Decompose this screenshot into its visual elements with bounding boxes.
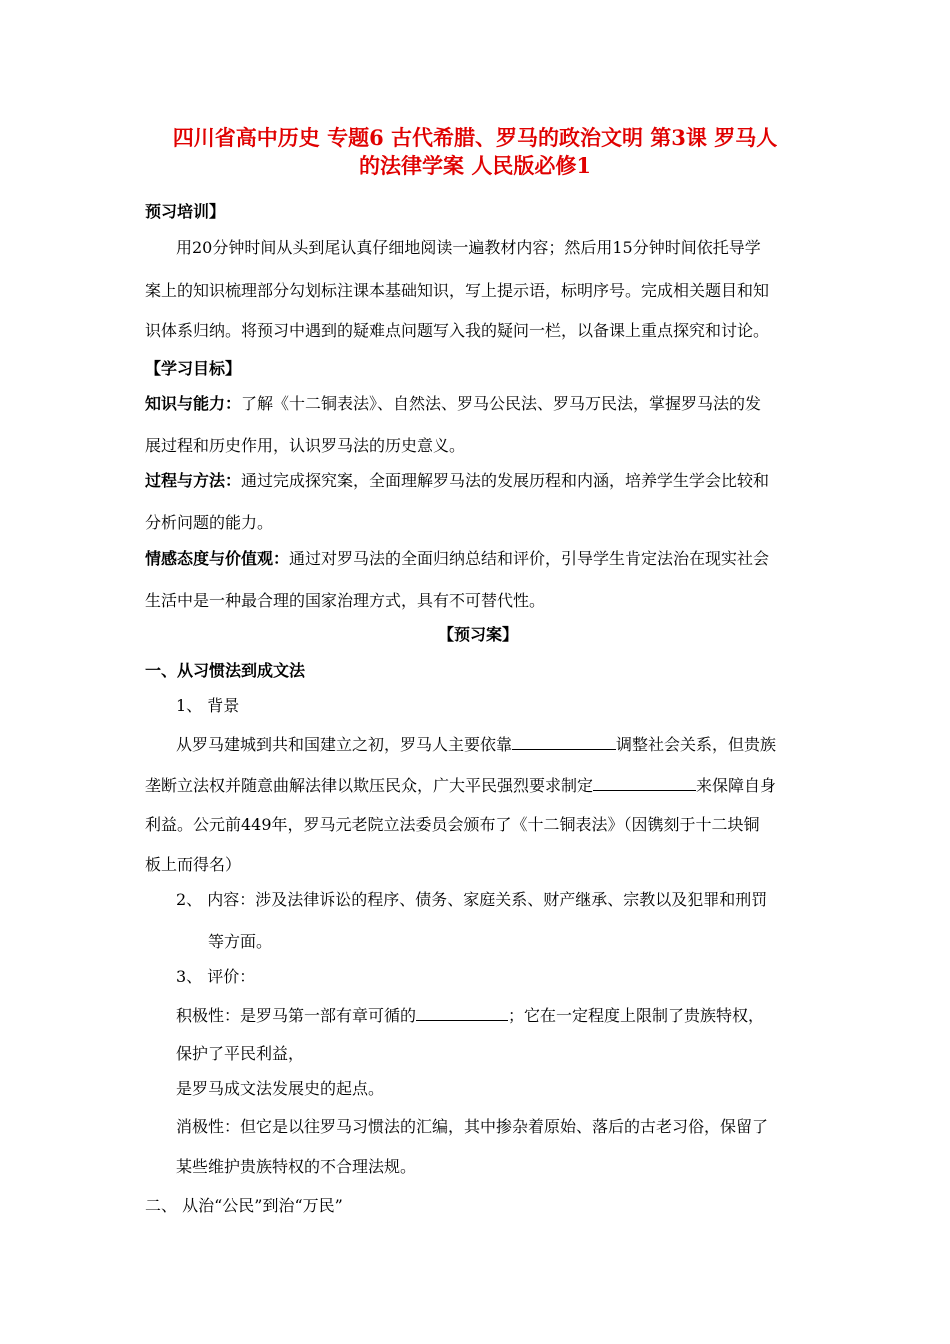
- item-2-line-2: 等方面。: [208, 932, 273, 951]
- preview-training-text-3: 识体系归纳。将预习中遇到的疑难点问题写入我的疑问一栏，以备课上重点探究和讨论。: [145, 321, 770, 340]
- negative-line-2: 某些维护贵族特权的不合理法规。: [176, 1157, 417, 1176]
- item-1-label: 1、 背景: [176, 696, 240, 715]
- background-line-1: [176, 733, 776, 755]
- background-text-2b: 来保障自身: [696, 776, 777, 795]
- preview-case-heading: 【预习案】: [438, 625, 519, 644]
- fill-in-blank-1[interactable]: [512, 733, 616, 750]
- document-title-line-2: 的法律学案 人民版必修1: [359, 153, 591, 178]
- knowledge-label: 知识与能力：: [145, 394, 242, 413]
- item-3-label: 3、 评价：: [176, 967, 256, 986]
- emotion-text: 通过对罗马法的全面归纳总结和评价，引导学生肯定法治在现实社会: [289, 549, 770, 568]
- fill-in-blank-2[interactable]: [593, 774, 696, 791]
- knowledge-objective-line-2: 展过程和历史作用，认识罗马法的历史意义。: [145, 436, 466, 455]
- emotion-label: 情感态度与价值观：: [145, 549, 290, 568]
- process-text: 通过完成探究案，全面理解罗马法的发展历程和内涵，培养学生学会比较和: [241, 471, 770, 490]
- knowledge-objective-line-1: [145, 394, 761, 414]
- document-title-line-1: 四川省高中历史 专题6 古代希腊、罗马的政治文明 第3课 罗马人: [172, 125, 778, 150]
- negative-line-1: 消极性：但它是以往罗马习惯法的汇编，其中掺杂着原始、落后的古老习俗，保留了: [176, 1117, 769, 1136]
- preview-training-text-1: 用20分钟时间从头到尾认真仔细地阅读一遍教材内容；然后用15分钟时间依托导学: [176, 238, 761, 257]
- process-objective-line-2: 分析问题的能力。: [145, 513, 274, 532]
- positive-line-2: 保护了平民利益，: [176, 1044, 305, 1063]
- knowledge-text: 了解《十二铜表法》、自然法、罗马公民法、罗马万民法，掌握罗马法的发: [241, 394, 762, 413]
- emotion-objective-line-2: 生活中是一种最合理的国家治理方式，具有不可替代性。: [145, 591, 546, 610]
- positive-text-1b: ；它在一定程度上限制了贵族特权，: [508, 1006, 765, 1025]
- process-label: 过程与方法：: [145, 471, 242, 490]
- process-objective-line-1: [145, 471, 769, 491]
- preview-training-heading: 预习培训】: [145, 202, 226, 221]
- positive-text-1a: 积极性：是罗马第一部有章可循的: [176, 1006, 417, 1025]
- emotion-objective-line-1: [145, 549, 769, 569]
- background-text-2a: 垄断立法权并随意曲解法律以欺压民众，广大平民强烈要求制定: [145, 776, 594, 795]
- fill-in-blank-3[interactable]: [416, 1004, 508, 1021]
- preview-training-text-2: 案上的知识梳理部分勾划标注课本基础知识，写上提示语，标明序号。完成相关题目和知: [145, 281, 770, 300]
- item-2-line-1: 2、 内容：涉及法律诉讼的程序、债务、家庭关系、财产继承、宗教以及犯罪和刑罚: [176, 890, 768, 909]
- background-text-1b: 调整社会关系，但贵族: [616, 735, 777, 754]
- objectives-heading: 【学习目标】: [145, 359, 242, 378]
- positive-line-1: [176, 1004, 764, 1026]
- section-2-heading: 二、 从治“公民”到治“万民”: [145, 1196, 343, 1215]
- background-text-1a: 从罗马建城到共和国建立之初，罗马人主要依靠: [176, 735, 513, 754]
- background-line-2: [145, 774, 776, 796]
- section-1-heading: 一、从习惯法到成文法: [145, 661, 306, 680]
- background-line-4: 板上而得名）: [145, 855, 242, 874]
- background-line-3: 利益。公元前449年，罗马元老院立法委员会颁布了《十二铜表法》（因镌刻于十二块铜: [145, 815, 760, 834]
- positive-line-3: 是罗马成文法发展史的起点。: [176, 1079, 385, 1098]
